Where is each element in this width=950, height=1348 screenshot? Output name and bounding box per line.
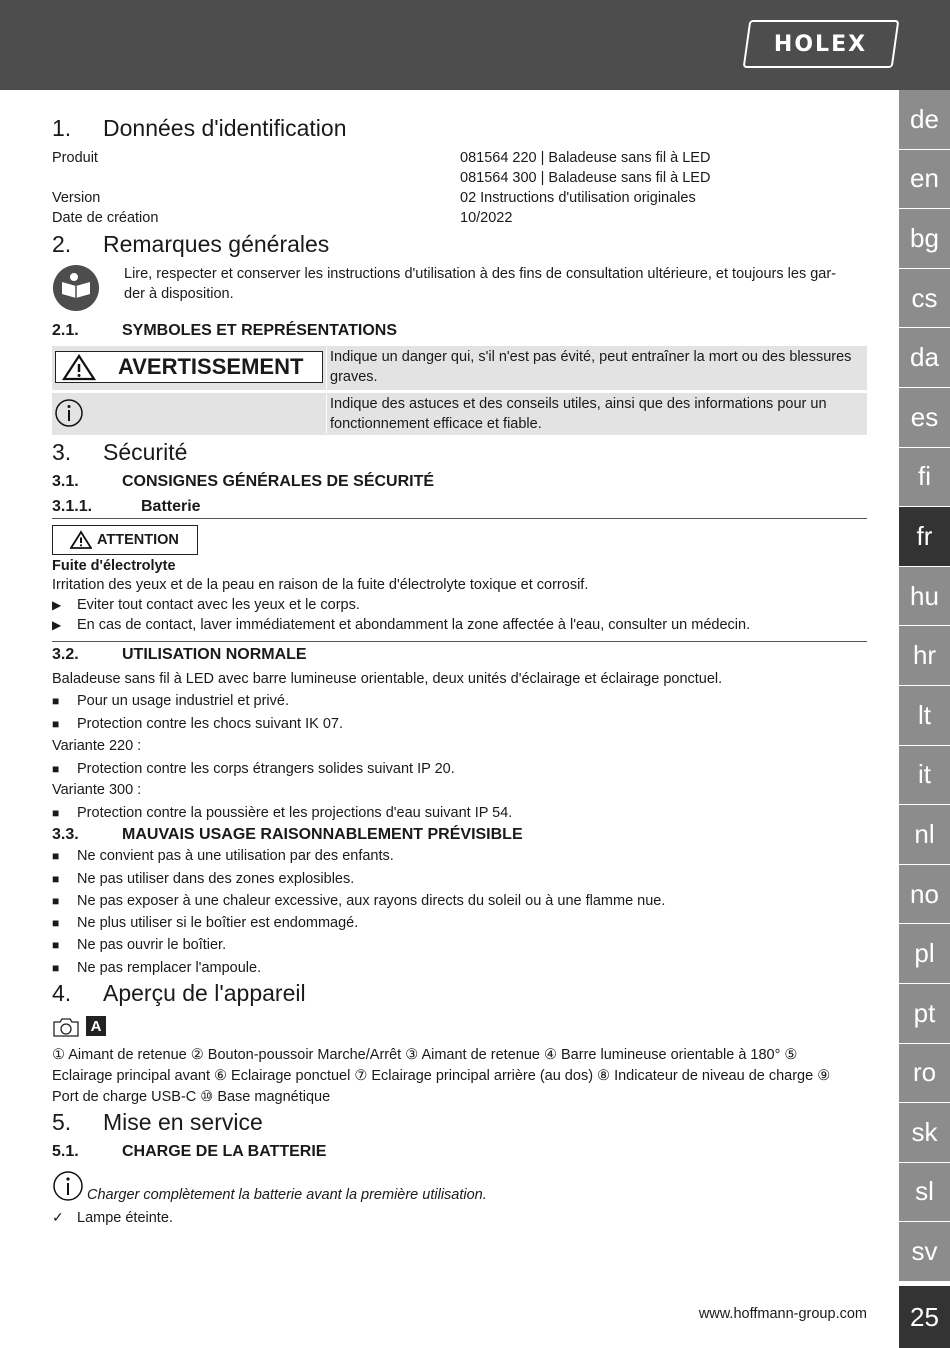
section-1-heading [52, 115, 347, 142]
table-divider [326, 347, 327, 389]
list-item-text: Pour un usage industriel et privé. [77, 693, 289, 709]
read-text-line-2: der à disposition. [124, 286, 234, 302]
language-tab-sv[interactable]: sv [899, 1222, 950, 1282]
list-item-text: Protection contre la poussière et les projections d'eau suivant IP 54. [77, 805, 513, 821]
subsection-3-3-heading [52, 826, 523, 844]
page-number: 25 [899, 1286, 950, 1348]
subsection-2-1-heading [52, 322, 397, 340]
list-item [52, 846, 394, 866]
list-item [52, 759, 455, 779]
square-bullet-icon: ■ [52, 872, 60, 886]
attention-label-text: ATTENTION [97, 532, 179, 548]
subsection-5-1-heading [52, 1143, 326, 1161]
language-tab-sk[interactable]: sk [899, 1103, 950, 1163]
legend-line-3: Port de charge USB-C ⑩ Base magnétique [52, 1089, 331, 1105]
id-label-date: Date de création [52, 210, 159, 226]
subsection-title: MAUVAIS USAGE RAISONNABLEMENT PRÉVISIBLE [122, 826, 523, 843]
info-desc-line-1: Indique des astuces et des conseils utiles, ainsi que des informations pour un [330, 396, 827, 412]
hazard-action [52, 595, 360, 615]
language-tab-nl[interactable]: nl [899, 805, 950, 865]
info-icon [52, 1170, 84, 1202]
legend-line-2: Eclairage principal avant ⑥ Eclairage ponctuel ⑦ Eclairage principal arrière (au dos) ⑧ Indicateur de niveau de charge ⑨ [52, 1068, 831, 1084]
language-tab-hu[interactable]: hu [899, 567, 950, 627]
footer-url: www.hoffmann-group.com [698, 1306, 867, 1322]
language-tabs [899, 90, 950, 1282]
warning-triangle-icon [70, 530, 92, 550]
section-2-heading [52, 231, 329, 258]
attention-label-box [52, 525, 198, 555]
subsection-3-1-1-heading [52, 498, 201, 516]
list-item-text: Ne pas remplacer l'ampoule. [77, 960, 262, 976]
section-4-heading [52, 980, 306, 1007]
subsection-title: CHARGE DE LA BATTERIE [122, 1143, 327, 1160]
divider [52, 518, 867, 519]
list-item [52, 869, 354, 889]
square-bullet-icon: ■ [52, 894, 60, 908]
warning-triangle-icon [62, 353, 96, 381]
language-tab-es[interactable]: es [899, 388, 950, 448]
section-number: 5. [52, 1109, 72, 1135]
language-tab-ro[interactable]: ro [899, 1044, 950, 1104]
id-value-product-300: 081564 300 | Baladeuse sans fil à LED [460, 170, 711, 186]
read-manual-icon [52, 264, 100, 312]
logo-text: HOLEX [774, 31, 868, 57]
square-bullet-icon: ■ [52, 694, 60, 708]
id-value-version: 02 Instructions d'utilisation originales [460, 190, 696, 206]
section-number: 2. [52, 231, 72, 257]
result-item [52, 1207, 173, 1228]
info-desc-line-2: fonctionnement efficace et fiable. [330, 416, 542, 432]
language-tab-no[interactable]: no [899, 865, 950, 925]
list-item [52, 935, 226, 955]
list-item-text: Ne pas utiliser dans des zones explosibles. [77, 871, 355, 887]
language-tab-lt[interactable]: lt [899, 686, 950, 746]
info-icon [54, 398, 84, 428]
subsection-number: 3.2. [52, 646, 79, 663]
id-value-product-220: 081564 220 | Baladeuse sans fil à LED [460, 150, 711, 166]
info-note: Charger complètement la batterie avant la première utilisation. [87, 1187, 487, 1203]
square-bullet-icon: ■ [52, 717, 60, 731]
language-tab-bg[interactable]: bg [899, 209, 950, 269]
subsection-number: 2.1. [52, 322, 79, 339]
variant-300-label: Variante 300 : [52, 782, 142, 798]
section-5-heading [52, 1109, 263, 1136]
list-item-text: Ne plus utiliser si le boîtier est endommagé. [77, 915, 359, 931]
subsection-title: Batterie [141, 498, 201, 515]
section-3-heading [52, 439, 187, 466]
id-label-product: Produit [52, 150, 98, 166]
warning-desc-line-2: graves. [330, 369, 378, 385]
section-number: 4. [52, 980, 72, 1006]
list-item [52, 803, 512, 823]
square-bullet-icon: ■ [52, 806, 60, 820]
square-bullet-icon: ■ [52, 938, 60, 952]
language-tab-fi[interactable]: fi [899, 448, 950, 508]
list-item [52, 714, 343, 734]
subsection-3-1-heading [52, 473, 434, 491]
section-number: 3. [52, 439, 72, 465]
legend-line-1: ① Aimant de retenue ② Bouton-poussoir Marche/Arrêt ③ Aimant de retenue ④ Barre lumineuse orientable à 180° ⑤ [52, 1047, 798, 1063]
list-item-text: Ne pas exposer à une chaleur excessive, aux rayons directs du soleil ou à une flamme nue. [77, 893, 666, 909]
holex-logo [743, 20, 900, 68]
usage-intro: Baladeuse sans fil à LED avec barre lumineuse orientable, deux unités d'éclairage et éclairage ponctuel. [52, 671, 723, 687]
section-number: 1. [52, 115, 72, 141]
list-item [52, 691, 289, 711]
list-item-text: Ne convient pas à une utilisation par des enfants. [77, 848, 394, 864]
section-title: Aperçu de l'appareil [103, 980, 306, 1006]
subsection-number: 5.1. [52, 1143, 79, 1160]
warning-label-box [55, 351, 323, 383]
list-item-text: Protection contre les chocs suivant IK 07. [77, 716, 343, 732]
hazard-title: Fuite d'électrolyte [52, 558, 176, 574]
language-tab-da[interactable]: da [899, 328, 950, 388]
square-bullet-icon: ■ [52, 849, 60, 863]
language-tab-hr[interactable]: hr [899, 626, 950, 686]
id-value-date: 10/2022 [460, 210, 513, 226]
subsection-number: 3.1.1. [52, 498, 93, 515]
section-title: Données d'identification [103, 115, 347, 141]
result-text: Lampe éteinte. [77, 1210, 173, 1226]
arrow-bullet-icon: ▶ [52, 618, 62, 632]
id-label-version: Version [52, 190, 101, 206]
square-bullet-icon: ■ [52, 762, 60, 776]
square-bullet-icon: ■ [52, 916, 60, 930]
section-title: Remarques générales [103, 231, 330, 257]
warning-label-text: AVERTISSEMENT [118, 354, 304, 379]
camera-icon [52, 1017, 80, 1037]
language-tab-de[interactable]: de [899, 90, 950, 150]
list-item [52, 913, 358, 933]
figure-ref-badge: A [86, 1016, 106, 1036]
language-tab-it[interactable]: it [899, 746, 950, 806]
hazard-action-text: En cas de contact, laver immédiatement et abondamment la zone affectée à l'eau, consulter un médecin. [77, 617, 751, 633]
subsection-title: UTILISATION NORMALE [122, 646, 307, 663]
list-item-text: Protection contre les corps étrangers solides suivant IP 20. [77, 761, 455, 777]
header-bar [0, 0, 950, 90]
divider [52, 641, 867, 642]
subsection-title: SYMBOLES ET REPRÉSENTATIONS [122, 322, 397, 339]
hazard-action [52, 615, 750, 635]
square-bullet-icon: ■ [52, 961, 60, 975]
language-tab-sl[interactable]: sl [899, 1163, 950, 1223]
language-tab-pl[interactable]: pl [899, 924, 950, 984]
subsection-3-2-heading [52, 646, 307, 664]
read-text-line-1: Lire, respecter et conserver les instructions d'utilisation à des fins de consultation ultérieure, et toujours les gar- [124, 266, 837, 282]
list-item [52, 891, 665, 911]
hazard-action-text: Eviter tout contact avec les yeux et le corps. [77, 597, 360, 613]
subsection-title: CONSIGNES GÉNÉRALES DE SÉCURITÉ [122, 473, 435, 490]
section-title: Mise en service [103, 1109, 263, 1135]
subsection-number: 3.3. [52, 826, 79, 843]
list-item [52, 958, 261, 978]
list-item-text: Ne pas ouvrir le boîtier. [77, 937, 227, 953]
hazard-text: Irritation des yeux et de la peau en raison de la fuite d'électrolyte toxique et corrosif. [52, 577, 589, 593]
checkmark-icon: ✓ [52, 1209, 64, 1225]
warning-desc-line-1: Indique un danger qui, s'il n'est pas évité, peut entraîner la mort ou des blessures [330, 349, 852, 365]
arrow-bullet-icon: ▶ [52, 598, 62, 612]
table-divider [326, 394, 327, 434]
variant-220-label: Variante 220 : [52, 738, 142, 754]
language-tab-fr[interactable]: fr [899, 507, 950, 567]
language-tab-en[interactable]: en [899, 150, 950, 210]
language-tab-cs[interactable]: cs [899, 269, 950, 329]
section-title: Sécurité [103, 439, 188, 465]
subsection-number: 3.1. [52, 473, 79, 490]
language-tab-pt[interactable]: pt [899, 984, 950, 1044]
